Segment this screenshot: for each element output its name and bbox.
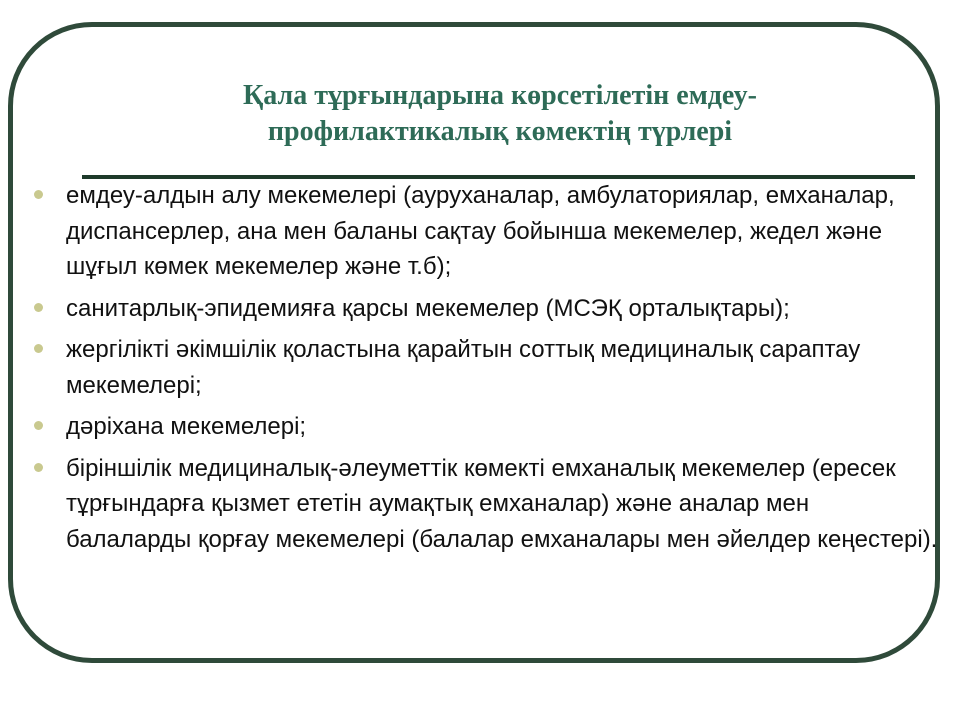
bullet-list [28, 178, 940, 563]
bullet-text-3: жергілікті әкімшілік қоластына қарайтын соттық медициналық сараптау мекемелері; [66, 336, 861, 399]
bullet-text-5: біріншілік медициналық-әлеуметтік көмекті емханалық мекемелер (ересек тұрғындарға қызмет ететін аумақтық емханалар) және аналар мен балаларды қорғау мекемелері (балалар емханалары мен әйелдер кеңестері). [66, 454, 938, 553]
bullet-dot-icon [34, 190, 43, 199]
bullet-item-2 [28, 291, 940, 327]
bullet-dot-icon [34, 303, 43, 312]
slide-title-line-2: профилактикалық көмектің түрлері [267, 116, 733, 147]
bullet-item-3 [28, 332, 940, 403]
bullet-dot-icon [34, 463, 43, 472]
bullet-dot-icon [34, 421, 43, 430]
bullet-dot-icon [34, 344, 43, 353]
bullet-text-2: санитарлық-эпидемияға қарсы мекемелер (МСЭҚ орталықтары); [66, 294, 790, 322]
slide-title [80, 78, 920, 150]
slide-title-line-1: Қала тұрғындарына көрсетілетін емдеу- [243, 80, 757, 111]
bullet-text-4: дәріхана мекемелері; [66, 413, 307, 440]
bullet-item-1 [28, 178, 940, 285]
bullet-item-5 [28, 451, 940, 558]
bullet-item-4 [28, 409, 940, 445]
bullet-text-1: емдеу-алдын алу мекемелері (ауруханалар, амбулаториялар, емханалар, диспансерлер, ана мен баланы сақтау бойынша мекемелер, жедел және шұғыл көмек мекемелер және т.б); [66, 182, 895, 280]
